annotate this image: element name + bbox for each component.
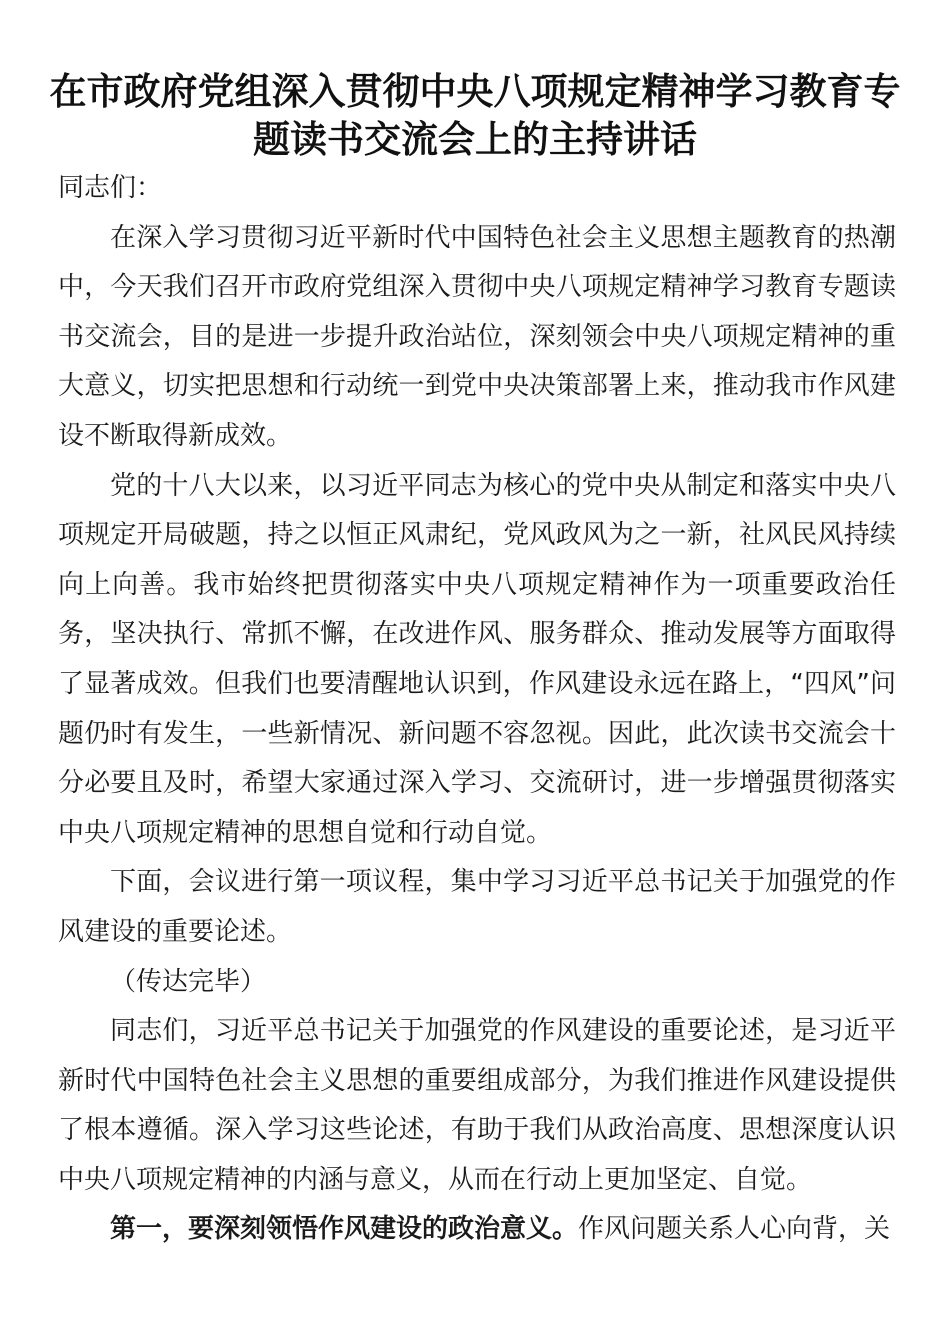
document-body — [58, 164, 896, 1255]
paragraph-6 — [58, 1205, 896, 1255]
document-title: 在市政府党组深入贯彻中央八项规定精神学习教育专题读书交流会上的主持讲话 — [49, 70, 901, 161]
paragraph-6-lead: 第一，要深刻领悟作风建设的政治意义。 — [110, 1214, 579, 1245]
paragraph-2: 党的十八大以来，以习近平同志为核心的党中央从制定和落实中央八项规定开局破题，持之以恒正风肃纪，党风政风为之一新，社风民风持续向上向善。我市始终把贯彻落实中央八项规定精神作为一项重要政治任务，坚决执行、常抓不懈，在改进作风、服务群众、推动发展等方面取得了显著成效。但我们也要清醒地认识到，作风建设永远在路上，“四风”问题仍时有发生，一些新情况、新问题不容忽视。因此，此次读书交流会十分必要且及时，希望大家通过深入学习、交流研讨，进一步增强贯彻落实中央八项规定精神的思想自觉和行动自觉。 — [58, 470, 896, 848]
paragraph-1: 在深入学习贯彻习近平新时代中国特色社会主义思想主题教育的热潮中，今天我们召开市政府党组深入贯彻中央八项规定精神学习教育专题读书交流会，目的是进一步提升政治站位，深刻领会中央八项规定精神的重大意义，切实把思想和行动统一到党中央决策部署上来，推动我市作风建设不断取得新成效。 — [58, 222, 896, 451]
paragraph-6-text: 作风问题关系人心向背，关 — [578, 1214, 891, 1245]
paragraph-5: 同志们，习近平总书记关于加强党的作风建设的重要论述，是习近平新时代中国特色社会主义思想的重要组成部分，为我们推进作风建设提供了根本遵循。深入学习这些论述，有助于我们从政治高度、思想深度认识中央八项规定精神的内涵与意义，从而在行动上更加坚定、自觉。 — [58, 1016, 896, 1195]
paragraph-4-note: （传达完毕） — [110, 966, 267, 997]
salutation: 同志们： — [58, 173, 163, 203]
paragraph-3: 下面，会议进行第一项议程，集中学习习近平总书记关于加强党的作风建设的重要论述。 — [58, 867, 896, 947]
